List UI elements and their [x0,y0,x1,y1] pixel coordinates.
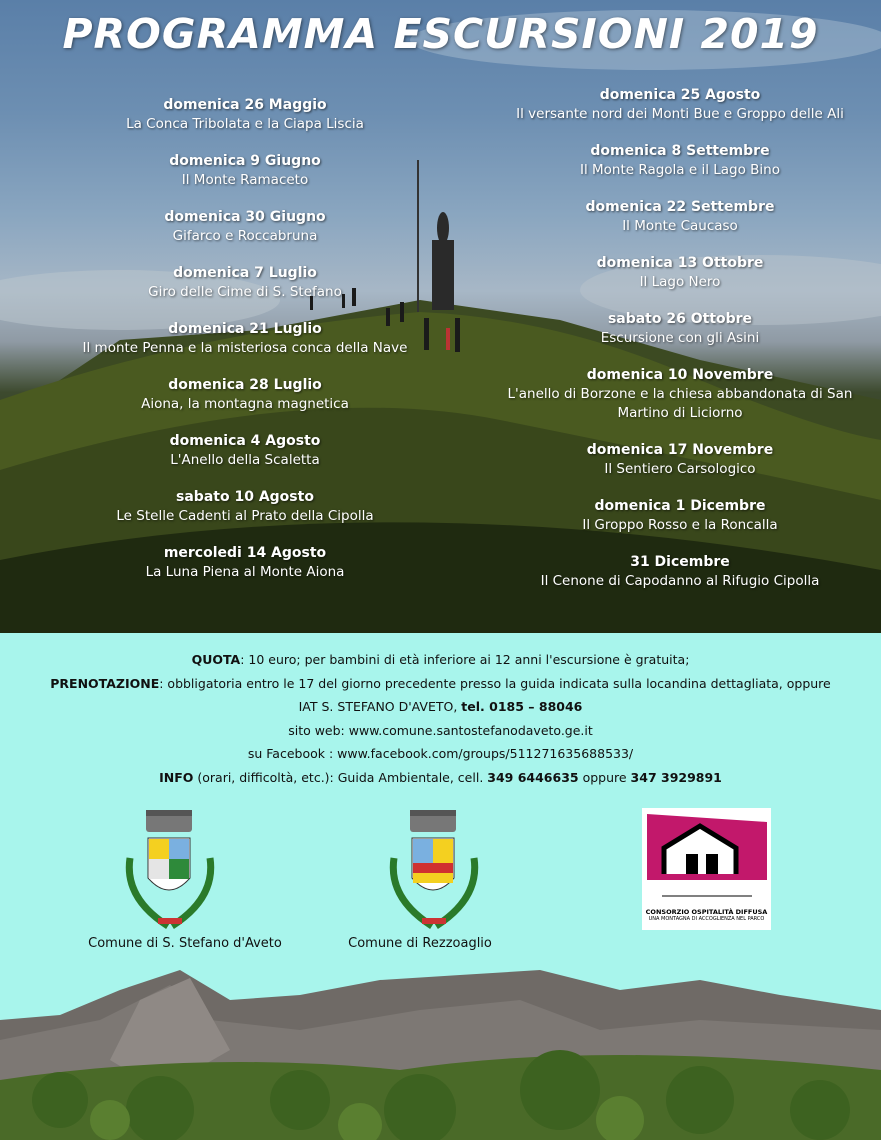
iat-line: IAT S. STEFANO D'AVETO, tel. 0185 – 88046 [298,699,583,714]
list-item: domenica 26 Maggio La Conca Tribolata e la Ciapa Liscia [126,97,364,132]
left-event-list [40,96,450,600]
website-link[interactable]: sito web: www.comune.santostefanodaveto.ge.it [288,722,593,738]
list-item: 31 Dicembre Il Cenone di Capodanno al Rifugio Cipolla [540,554,820,589]
list-item: domenica 9 Giugno Il Monte Ramaceto [169,153,321,188]
house-logo-icon [642,808,771,908]
facebook-link[interactable]: su Facebook : www.facebook.com/groups/511271635688533/ [247,746,634,761]
info-block [0,648,881,789]
list-item: domenica 4 Agosto L'Anello della Scaletta [169,433,321,468]
right-event-list [490,86,870,609]
list-item: sabato 26 Ottobre Escursione con gli Asini [600,311,760,346]
comune-rezzoaglio-caption: Comune di Rezzoaglio [348,936,492,951]
list-item: domenica 7 Luglio Giro delle Cime di S. Stefano [148,265,342,300]
list-item: domenica 22 Settembre Il Monte Caucaso [585,199,775,234]
list-item: domenica 28 Luglio Aiona, la montagna magnetica [141,377,349,412]
list-item: domenica 25 Agosto Il versante nord dei Monti Bue e Groppo delle Ali [516,87,844,122]
consorzio-logo: CONSORZIO OSPITALITÀ DIFFUSA UNA MONTAGNA DI ACCOGLIENZA NEL PARCO [642,808,771,930]
coat-of-arms-rezzoaglio-icon [386,808,482,932]
list-item: mercoledi 14 Agosto La Luna Piena al Monte Aiona [145,545,345,580]
list-item: domenica 13 Ottobre Il Lago Nero [596,255,764,290]
list-item: domenica 1 Dicembre Il Groppo Rosso e la Roncalla [582,498,778,533]
coat-of-arms-santo-stefano-icon [122,808,218,932]
quota-line: QUOTA: 10 euro; per bambini di età inferiore ai 12 anni l'escursione è gratuita; [191,652,690,667]
list-item: domenica 21 Luglio Il monte Penna e la misteriosa conca della Nave [82,321,408,356]
prenotazione-line: PRENOTAZIONE: obbligatoria entro le 17 del giorno precedente presso la guida indicata sulla locandina dettagliata, oppure [50,675,831,691]
list-item: domenica 17 Novembre Il Sentiero Carsologico [586,442,774,477]
comune-santo-stefano-caption: Comune di S. Stefano d'Aveto [88,936,282,951]
list-item: domenica 8 Settembre Il Monte Ragola e il Lago Bino [579,143,780,178]
mountain-landscape-illustration [0,960,881,1140]
list-item: domenica 30 Giugno Gifarco e Roccabruna [164,209,326,244]
list-item: domenica 10 Novembre L'anello di Borzone e la chiesa abbandonata di San Martino di Liciorno [507,367,853,421]
page-title: PROGRAMMA ESCURSIONI 2019 [62,10,819,58]
list-item: sabato 10 Agosto Le Stelle Cadenti al Prato della Cipolla [116,489,374,524]
info-line: INFO (orari, difficoltà, etc.): Guida Ambientale, cell. 349 6446635 oppure 347 3929891 [159,769,722,785]
